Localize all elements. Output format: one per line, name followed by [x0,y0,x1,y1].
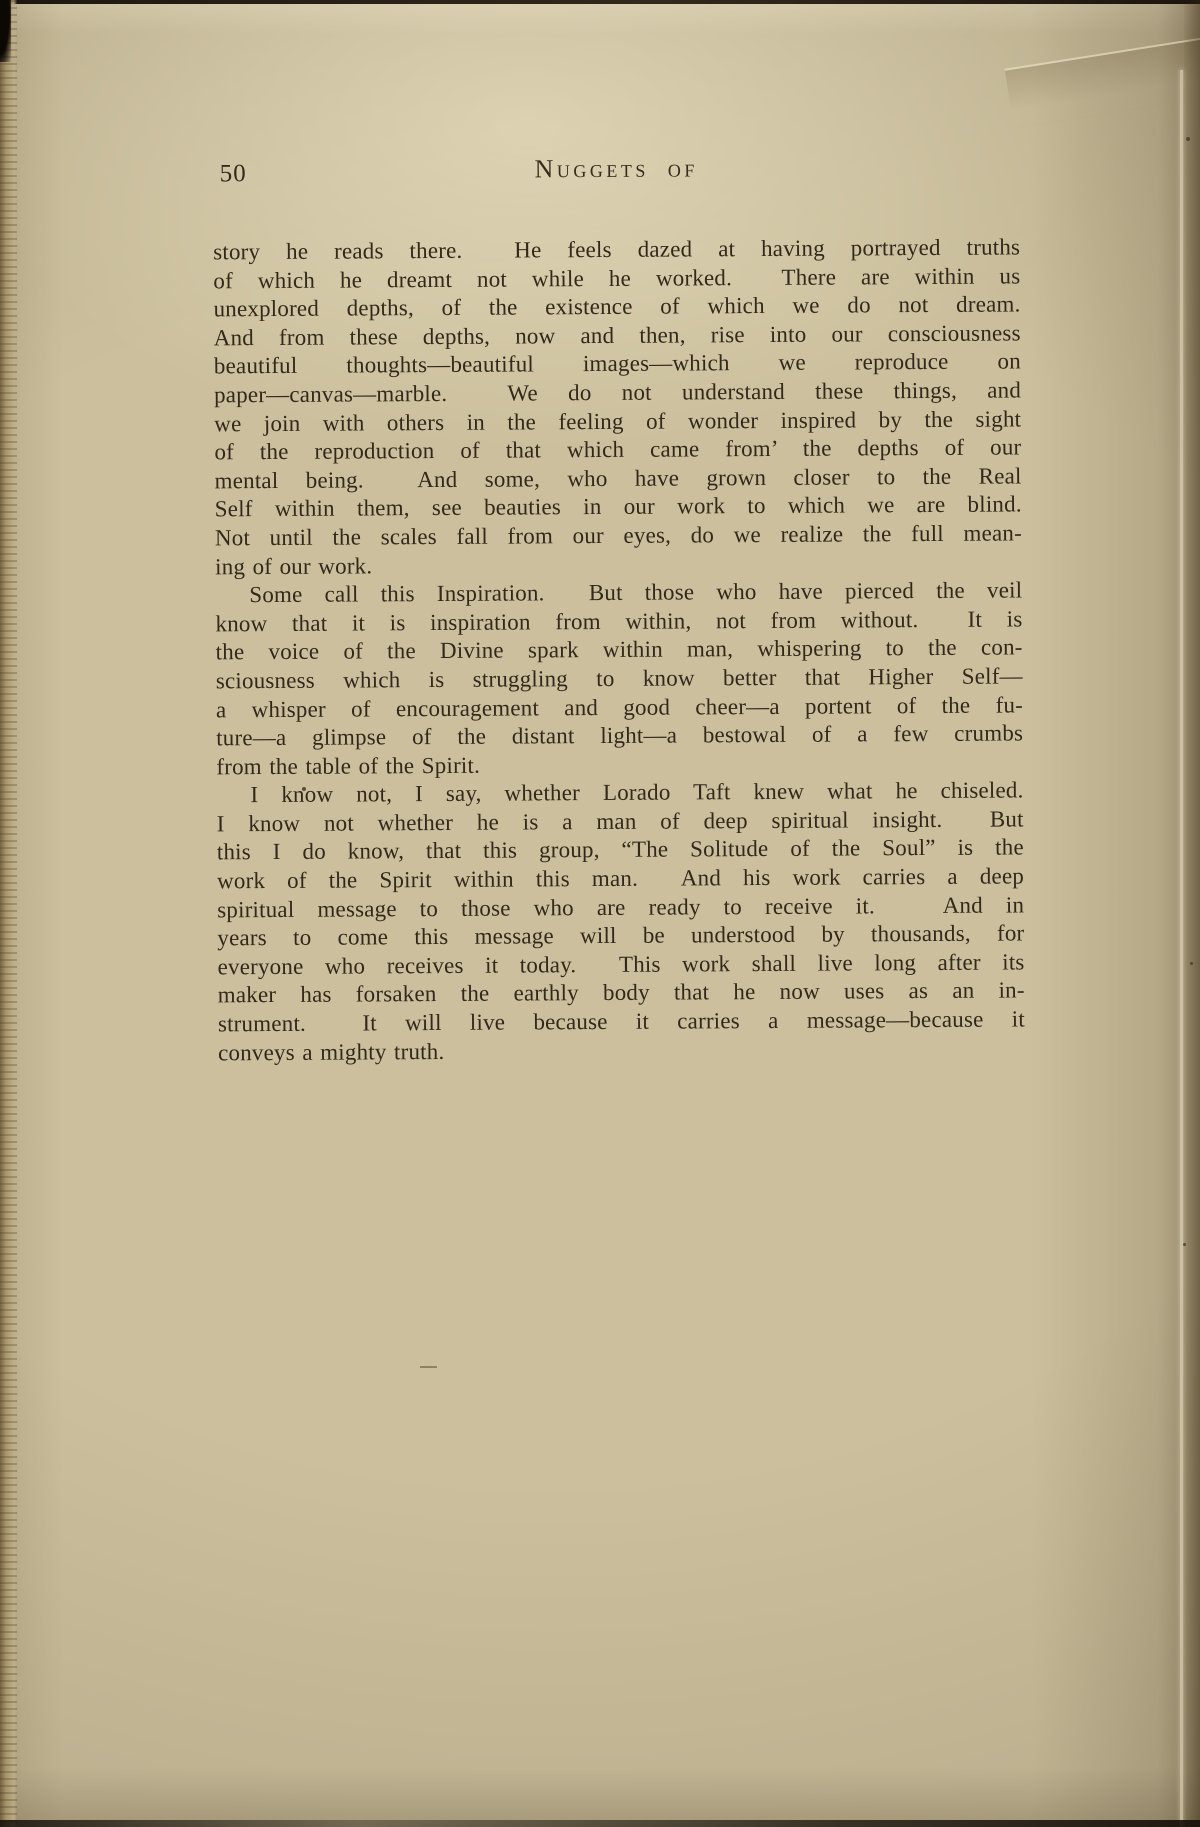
text-block [213,233,1025,1067]
text-line: I know not, I say, whether Lorado Taft knew what he chiseled. [250,777,1024,808]
text-line: this I do know, that this group, “The Solitude of the Soul” is the [216,834,1024,865]
text-line: beautiful thoughts—beautiful images—which we reproduce on [213,348,1021,379]
text-line: a whisper of encouragement and good cheer—a portent of the fu- [215,691,1024,722]
text-line: I know not whether he is a man of deep spiritual insight. But [216,806,1024,837]
paragraph [213,233,1022,581]
text-line: strument. It will live because it carries a message—because it [217,1006,1025,1037]
text-line: Some call this Inspiration. But those who have pierced the veil [249,577,1023,608]
paragraph [215,577,1023,782]
text-line: paper—canvas—marble. We do not understand these things, and [213,377,1022,408]
text-line: story he reads there. He feels dazed at having portrayed truths [213,234,1021,265]
paragraph [216,777,1025,1068]
text-line: ing of our work. [215,552,373,579]
text-line: everyone who receives it today. This work shall live long after its [217,949,1025,980]
text-line: conveys a mighty truth. [217,1038,445,1065]
text-line: the voice of the Divine spark within man, whispering to the con- [215,634,1023,665]
text-line: unexplored depths, of the existence of which we do not dream. [213,291,1021,322]
text-line: sciousness which is struggling to know better that Higher Self— [215,663,1023,694]
text-line: spiritual message to those who are ready to receive it. And in [217,892,1025,923]
text-line: Self within them, see beauties in our work to which we are blind. [214,491,1022,522]
text-line: years to come this message will be understood by thousands, for [217,920,1025,951]
text-line: from the table of the Spirit. [216,752,481,780]
page-number: 50 [219,160,247,188]
text-line: work of the Spirit within this man. And his work carries a deep [216,863,1025,894]
text-line: know that it is inspiration from within, not from without. It is [215,606,1023,637]
text-line: ture—a glimpse of the distant light—a bestowal of a few crumbs [216,720,1024,751]
text-line: of the reproduction of that which came from’ the depths of our [214,434,1022,465]
text-line: mental being. And some, who have grown closer to the Real [214,463,1022,494]
text-line: Not until the scales fall from our eyes, do we realize the full mean- [214,520,1022,551]
text-line: maker has forsaken the earthly body that he now uses as an in- [217,977,1025,1008]
text-line: we join with others in the feeling of wonder inspired by the sight [214,405,1022,436]
text-line: And from these depths, now and then, rise into our consciousness [213,320,1021,351]
running-header-title: Nuggets of [534,153,698,184]
text-line: of which he dreamt not while he worked. There are within us [213,263,1021,293]
running-head-row [213,151,1020,190]
